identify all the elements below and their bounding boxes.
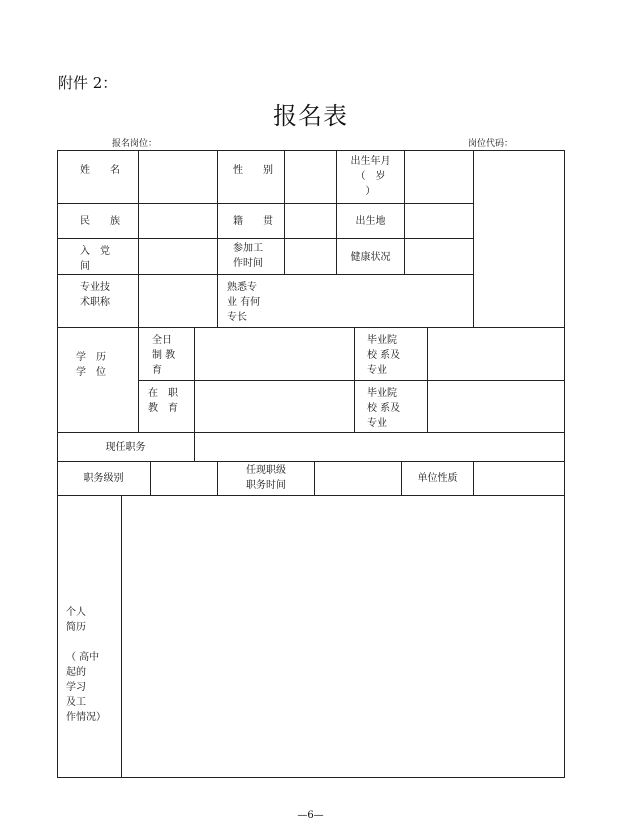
birthplace-label: 出生地 (355, 216, 386, 227)
page-number: —6— (297, 810, 324, 821)
form-title: 报名表 (273, 102, 348, 130)
fulltime-education-label: 全日 制 教 育 (152, 335, 176, 376)
health-label: 健康状况 (350, 252, 391, 263)
current-post-label: 现任职务 (105, 442, 146, 453)
specialty-label: 熟悉专 业 有何 专长 (227, 282, 261, 323)
position-label: 报名岗位： (112, 139, 158, 149)
education-degree-label: 学 历 学 位 (76, 352, 106, 378)
post-level-label: 职务级别 (83, 473, 124, 484)
birth-date-label: 出生年月 （ 岁 ） (350, 156, 391, 197)
position-code-label: 岗位代码： (468, 139, 514, 149)
resume-label: 个人 简历 （ 高中 起的 学习 及工 作情况） (66, 607, 106, 723)
inservice-school-label: 毕业院 校 系及 专业 (367, 388, 401, 429)
professional-title-label: 专业技 术职称 (80, 282, 110, 308)
post-time-label: 任现职级 职务时间 (246, 465, 286, 491)
unit-type-label: 单位性质 (417, 473, 458, 484)
ethnicity-label: 民 族 (80, 216, 120, 227)
gender-label: 性 别 (233, 165, 273, 176)
attachment-label: 附件 2： (58, 74, 118, 92)
work-start-label: 参加工 作时间 (233, 243, 263, 269)
fulltime-school-label: 毕业院 校 系及 专业 (367, 335, 401, 376)
party-join-label: 入 党 间 (80, 246, 110, 272)
name-label: 姓 名 (80, 165, 120, 176)
native-place-label: 籍 贯 (233, 216, 273, 227)
inservice-education-label: 在 职 教 育 (148, 388, 178, 414)
